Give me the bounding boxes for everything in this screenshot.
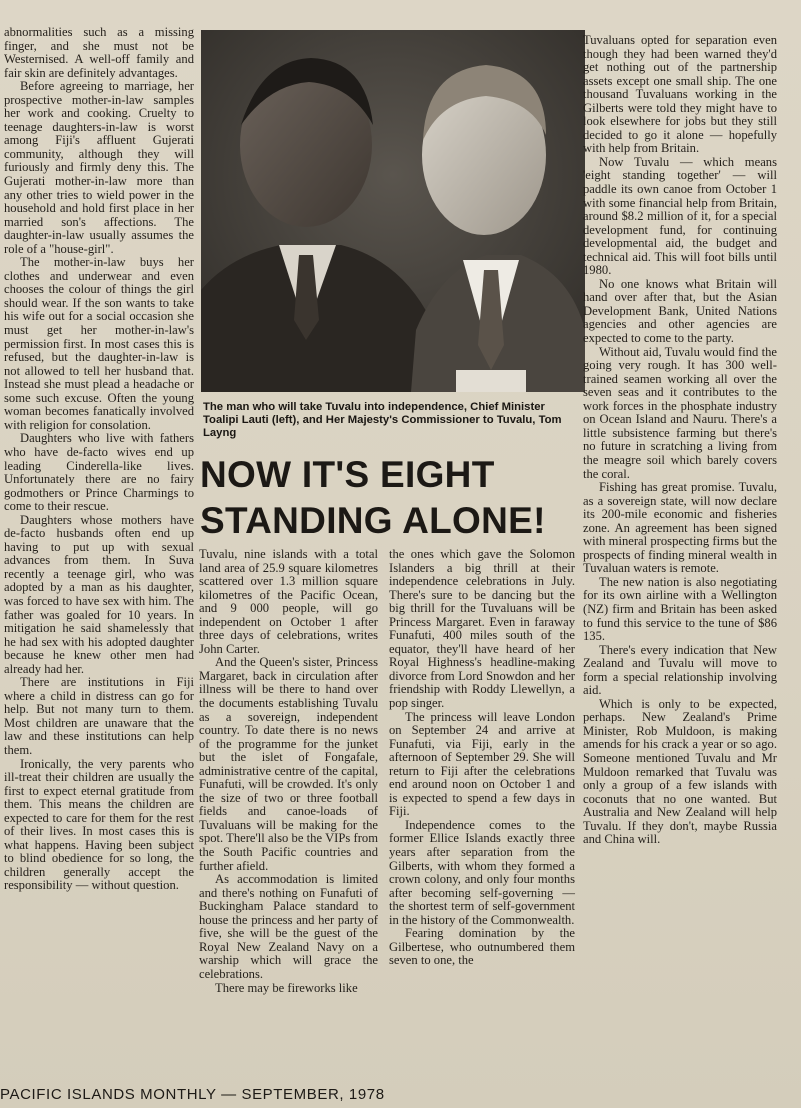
headline-line-1: NOW IT'S EIGHT <box>200 454 495 495</box>
article-column-2 <box>199 548 378 995</box>
paragraph: There may be fireworks like <box>215 980 358 995</box>
paragraph: Fishing has great promise. Tuvalu, as a sovereign state, will now declare its 200-mile economic and fisheries zone. An agreement has been signed with mineral prospecting firms but the prospects of finding mineral wealth in Tuvaluan waters is remote. <box>583 480 777 576</box>
paragraph: Ironically, the very parents who ill-treat their children are usually the first to expect eternal gratitude from them. This means the children are expected to care for them for the rest of their lives. In most cases this is what happens. Having been subject to blind obedience for so long, the children generally accept the responsibility — without question. <box>4 756 194 893</box>
paragraph: Daughters whose mothers have de-facto husbands often end up having to put up with sexual advances from them. In Suva recently a teenage girl, who was adopted by a man as his daughter, was forced to have sex with him. The father was goaled for 10 years. In mitigation he said shamelessly that he had sex with his adopted daughter because he knew other men had already had her. <box>4 512 194 676</box>
paragraph: Daughters who live with fathers who have de-facto wives end up leading Cinderella-like lives. Unfortunately there are no fairy godmothers or Prince Charmings to come to their rescue. <box>4 431 194 514</box>
magazine-footer: PACIFIC ISLANDS MONTHLY — SEPTEMBER, 1978 <box>0 1086 385 1103</box>
article-column-1 <box>4 26 194 893</box>
paragraph: Now Tuvalu — which means 'eight standing together' — will paddle its own canoe from October 1 with some financial help from Britain, around $8.2 million of it, for a special development fund, for continuing developmental aid, the budget and technical aid. This will foot bills until 1980. <box>583 154 777 278</box>
paragraph: the ones which gave the Solomon Islanders a big thrill at their independence celebrations in July. There's sure to be dancing but the big thrill for the Tuvaluans will be Princess Margaret. Even in faraway Funafuti, 400 miles south of the equator, they'll have heard of her Royal Highness's headline-making divorce from Lord Snowdon and her friendship with Roddy Llewellyn, a pop singer. <box>389 547 575 711</box>
paragraph: Before agreeing to marriage, her prospective mother-in-law samples her work and cooking. Cruelty to teenage daughters-in-law is worst among Fiji's affluent Gujerati community, although they will furiously and firmly deny this. The Gujerati mother-in-law more than any other tries to wield power in the household and hold first place in her married son's affections. The daughter-in-law usually assumes the role of a "house-girl". <box>4 79 194 256</box>
paragraph: There's every indication that New Zealand and Tuvalu will move to form a special relationship involving aid. <box>583 642 777 698</box>
paragraph: As accommodation is limited and there's nothing on Funafuti of Buckingham Palace standard to house the princess and her party of five, she will be the guest of the Royal New Zealand Navy on a warship which will grace the celebrations. <box>199 872 378 981</box>
paragraph: Without aid, Tuvalu would find the going very rough. It has 300 well-trained seamen working all over the seven seas and it contributes to the work forces in the phosphate industry on Ocean Island and Nauru. There's a little subsistence farming but there's no future in scratching a living from the meagre soil which barely covers the coral. <box>583 344 777 481</box>
paragraph: Tuvalu, nine islands with a total land area of 25.9 square kilometres scattered over 1.3 million square kilometres of the Pacific Ocean, and 9 000 people, will go independent on October 1 after three days of celebrations, writes John Carter. <box>199 547 378 656</box>
paragraph: No one knows what Britain will hand over after that, but the Asian Development Bank, United Nations agencies and other agencies are expected to come to the party. <box>583 276 777 346</box>
paragraph: abnormalities such as a missing finger, and she must not be Westernised. A well-off family and fair skin are definitely advantages. <box>4 25 194 80</box>
paragraph: The new nation is also negotiating for its own airline with a Wellington (NZ) firm and Britain has been asked to fund this service to the tune of $86 135. <box>583 574 777 644</box>
article-headline <box>200 452 586 544</box>
article-column-4 <box>583 34 777 847</box>
paragraph: Fearing domination by the Gilbertese, who outnumbered them seven to one, the <box>389 926 575 968</box>
paragraph: Tuvaluans opted for separation even though they had been warned they'd get nothing out of the partnership assets except one small ship. The one thousand Tuvaluans working in the Gilberts were told they might have to look elsewhere for jobs but they still decided to go it alone — hopefully with help from Britain. <box>583 33 777 156</box>
paragraph: The princess will leave London on September 24 and arrive at Funafuti, via Fiji, early in the afternoon of September 29. She will return to Fiji after the celebrations end around noon on October 1 and is expected to spend a few days in Fiji. <box>389 709 575 819</box>
paragraph: Independence comes to the former Ellice Islands exactly three years after separation from the Gilberts, with whom they formed a crown colony, and only four months after becoming self-governing — the shortest term of self-government in the history of the Commonwealth. <box>389 817 575 927</box>
photo-caption: The man who will take Tuvalu into independence, Chief Minister Toalipi Lauti (left), and Her Majesty's Commissioner to Tuvalu, Tom Layng <box>203 401 562 439</box>
paragraph: Which is only to be expected, perhaps. New Zealand's Prime Minister, Rob Muldoon, is making amends for his crack a year or so ago. Someone mentioned Tuvalu and Mr Muldoon remarked that Tuvalu was only a group of a few islands with coconuts that no one wanted. But Australia and New Zealand will help Tuvalu. If they don't, maybe Russia and China will. <box>583 696 777 847</box>
paragraph: And the Queen's sister, Princess Margaret, back in circulation after illness will be there to hand over the documents establishing Tuvalu as a sovereign, independent country. To date there is no news of the programme for the junket but the islet of Fongafale, administrative centre of the capital, Funafuti, will be crowded. It's only the size of two or three football fields and canoe-loads of Tuvaluans will be making for the spot. There'll also be the VIPs from the South Pacific countries and further afield. <box>199 655 378 873</box>
article-column-3 <box>389 548 575 968</box>
paragraph: The mother-in-law buys her clothes and underwear and even chooses the colour of things the girl should wear. If the son wants to take his wife out for a social occasion she must get her mother-in-law's permission first. In most cases this is refused, but the daughter-in-law is not allowed to tell her husband that. Instead she must plead a headache or some such excuse. Often the young woman becomes fanatically involved with religion for consolation. <box>4 255 194 432</box>
headline-line-2: STANDING ALONE! <box>200 500 546 541</box>
paragraph: There are institutions in Fiji where a child in distress can go for help. But not many turn to them. Most children are unaware that the law and these institutions can help them. <box>4 675 194 757</box>
article-photo <box>201 30 585 392</box>
